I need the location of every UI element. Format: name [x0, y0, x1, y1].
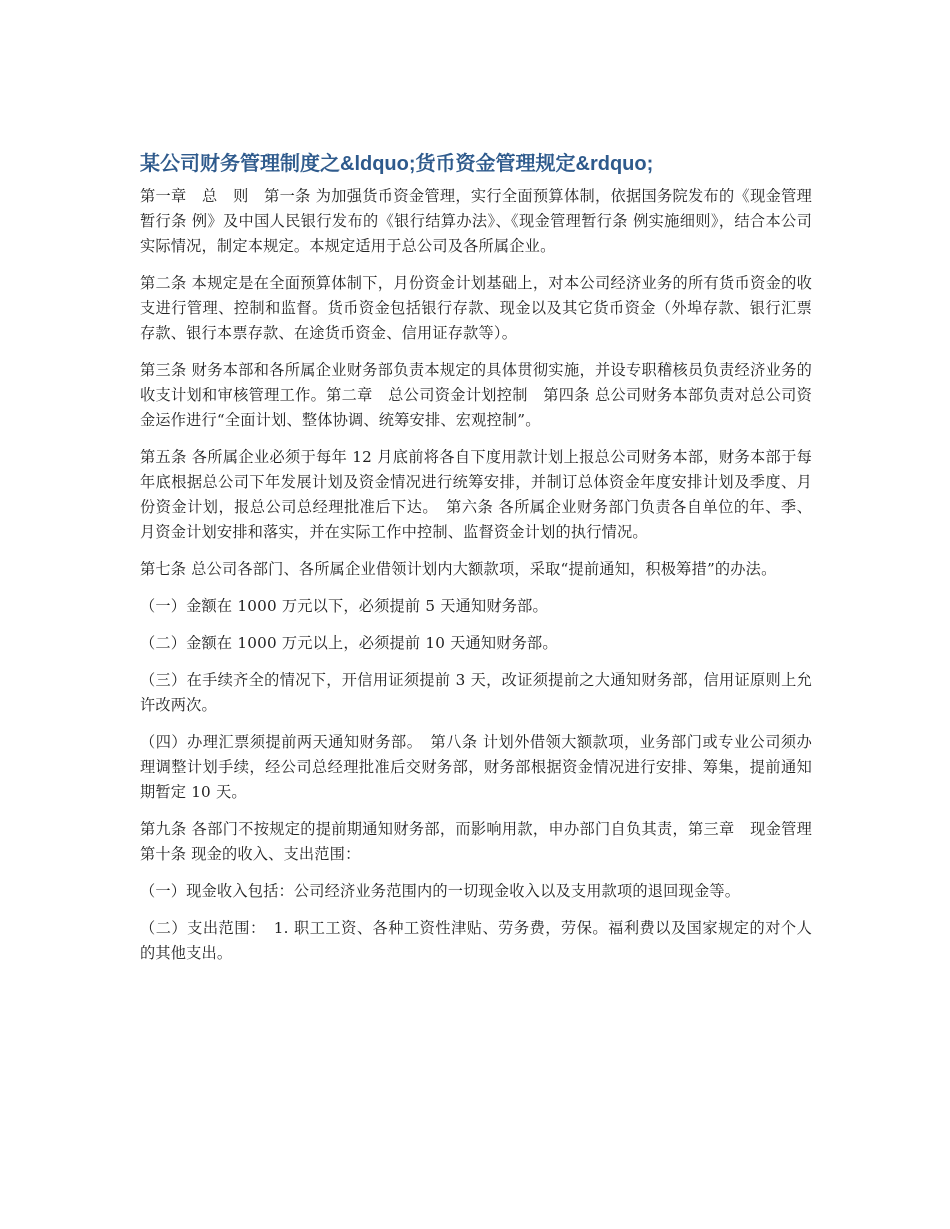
- paragraph-article2: 第二条 本规定是在全面预算体制下，月份资金计划基础上，对本公司经济业务的所有货币资金的收支进行管理、控制和监督。货币资金包括银行存款、现金以及其它货币资金（外埠存款、银行汇票存款、银行本票存款、在途货币资金、信用证存款等）。: [140, 274, 812, 342]
- paragraph-article7: 第七条 总公司各部门、各所属企业借领计划内大额款项，采取“提前通知，积极筹措”的办法。: [140, 560, 777, 578]
- paragraph-item-1: （一）金额在 1000 万元以下，必须提前 5 天通知财务部。: [140, 597, 548, 615]
- paragraph-cash-expense: （二）支出范围： 1. 职工工资、各种工资性津贴、劳务费，劳保。福利费以及国家规定的对个人的其他支出。: [140, 919, 812, 962]
- paragraph-article9-10: 第九条 各部门不按规定的提前期通知财务部，而影响用款，申办部门自负其责，第三章 现金管理 第十条 现金的收入、支出范围：: [140, 820, 828, 863]
- paragraph-cash-income: （一）现金收入包括：公司经济业务范围内的一切现金收入以及支用款项的退回现金等。: [140, 882, 741, 900]
- paragraph-item-3: （三）在手续齐全的情况下，开信用证须提前 3 天，改证须提前之大通知财务部，信用证原则上允许改两次。: [140, 671, 812, 714]
- paragraph-article3-4: 第三条 财务本部和各所属企业财务部负责本规定的具体贯彻实施，并设专职稽核员负责经济业务的收支计划和审核管理工作。第二章 总公司资金计划控制 第四条 总公司财务本部负责对总公司资金运作进行“全面计划、整体协调、统筹安排、宏观控制”。: [140, 361, 812, 429]
- paragraph-chapter1-article1: 第一章 总 则 第一条 为加强货币资金管理，实行全面预算体制，依据国务院发布的《现金管理暂行条 例》及中国人民银行发布的《银行结算办法》、《现金管理暂行条 例实施细则》，结合本公司实际情况，制定本规定。本规定适用于总公司及各所属企业。: [140, 187, 812, 255]
- paragraph-article5-6: 第五条 各所属企业必须于每年 12 月底前将各自下度用款计划上报总公司财务本部，财务本部于每年底根据总公司下年发展计划及资金情况进行统筹安排，并制订总体资金年度安排计划及季度、月份资金计划，报总公司总经理批准后下达。 第六条 各所属企业财务部门负责各自单位的年、季、月资金计划安排和落实，并在实际工作中控制、监督资金计划的执行情况。: [140, 448, 812, 541]
- paragraph-item-2: （二）金额在 1000 万元以上，必须提前 10 天通知财务部。: [140, 634, 558, 652]
- document-title: 某公司财务管理制度之&ldquo;货币资金管理规定&rdquo;: [140, 153, 654, 175]
- paragraph-item-4-article8: （四）办理汇票须提前两天通知财务部。 第八条 计划外借领大额款项，业务部门或专业公司须办理调整计划手续，经公司总经理批准后交财务部，财务部根据资金情况进行安排、筹集，提前通知期暂定 10 天。: [140, 733, 812, 801]
- document-page: [140, 148, 828, 978]
